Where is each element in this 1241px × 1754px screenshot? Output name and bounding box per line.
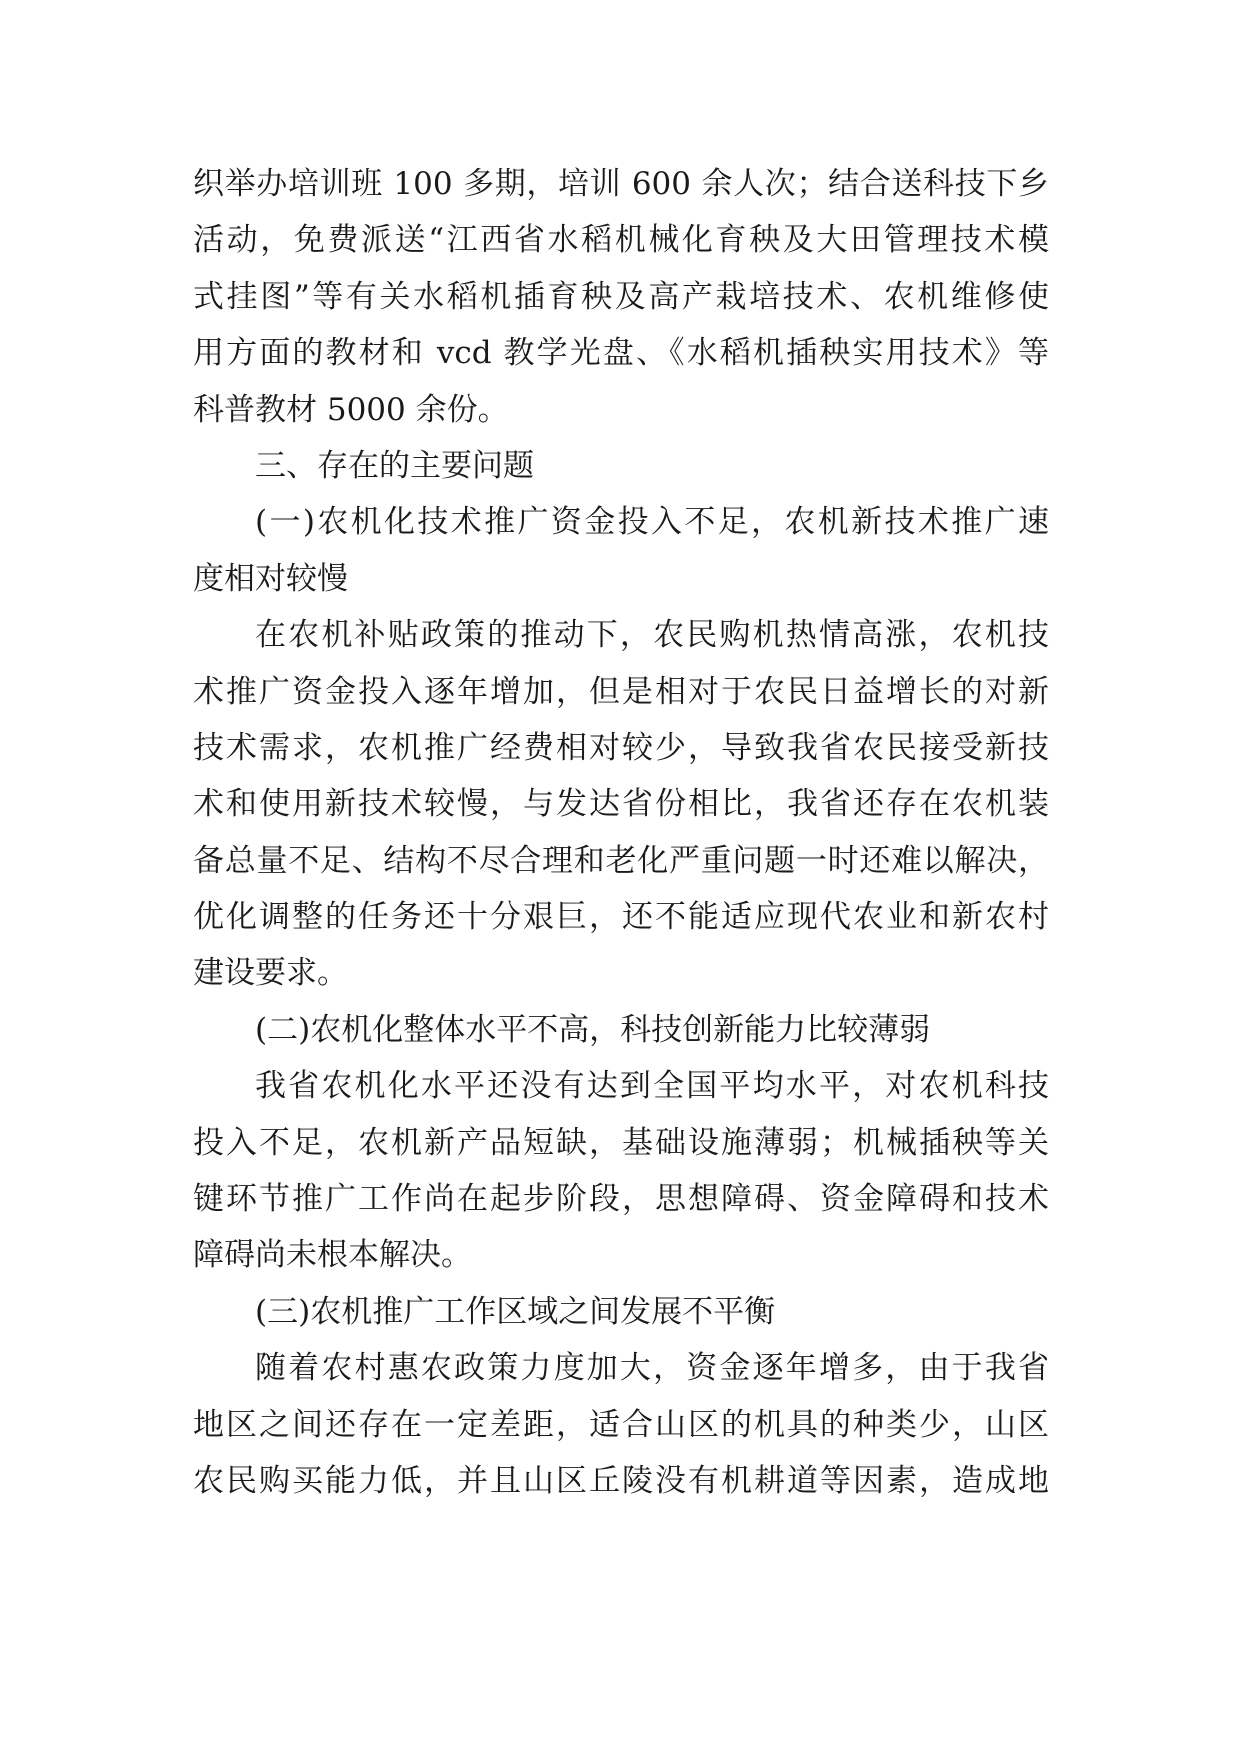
text-line-24: 农民购买能力低，并且山区丘陵没有机耕道等因素，造成地 [193,1462,1049,1499]
text-line-17: 我省农机化水平还没有达到全国平均水平，对农机科技 [255,1068,1049,1105]
section-heading-3: 三、存在的主要问题 [255,447,534,484]
text-line-4: 用方面的教材和 vcd 教学光盘、《水稻机插秧实用技术》等 [193,335,1049,372]
text-line-13: 备总量不足、结构不尽合理和老化严重问题一时还难以解决， [193,842,1049,879]
text-line-2: 活动，免费派送“江西省水稻机械化育秧及大田管理技术模 [193,222,1049,259]
text-line-18: 投入不足，农机新产品短缺，基础设施薄弱；机械插秧等关 [193,1124,1049,1161]
text-line-9: 在农机补贴政策的推动下，农民购机热情高涨，农机技 [255,617,1049,654]
text-line-11: 技术需求，农机推广经费相对较少，导致我省农民接受新技 [193,729,1049,766]
text-line-20: 障碍尚未根本解决。 [193,1237,472,1274]
subheading-1-line-1: (一)农机化技术推广资金投入不足，农机新技术推广速 [255,504,1049,541]
text-line-22: 随着农村惠农政策力度加大，资金逐年增多，由于我省 [255,1350,1049,1387]
text-line-10: 术推广资金投入逐年增加，但是相对于农民日益增长的对新 [193,673,1049,710]
text-line-1: 织举办培训班 100 多期，培训 600 余人次；结合送科技下乡 [193,166,1049,202]
subheading-3: (三)农机推广工作区域之间发展不平衡 [255,1293,776,1330]
text-line-12: 术和使用新技术较慢，与发达省份相比，我省还存在农机装 [193,786,1049,823]
document-body [193,156,1049,1509]
subheading-1-line-2: 度相对较慢 [193,560,348,597]
text-line-23: 地区之间还存在一定差距，适合山区的机具的种类少，山区 [193,1406,1049,1443]
text-line-19: 键环节推广工作尚在起步阶段，思想障碍、资金障碍和技术 [193,1181,1049,1218]
text-line-3: 式挂图”等有关水稻机插育秧及高产栽培技术、农机维修使 [193,278,1049,315]
subheading-2: (二)农机化整体水平不高，科技创新能力比较薄弱 [255,1011,931,1048]
text-line-14: 优化调整的任务还十分艰巨，还不能适应现代农业和新农村 [193,899,1049,936]
text-line-5: 科普教材 5000 余份。 [193,391,509,428]
text-line-15: 建设要求。 [193,955,348,992]
